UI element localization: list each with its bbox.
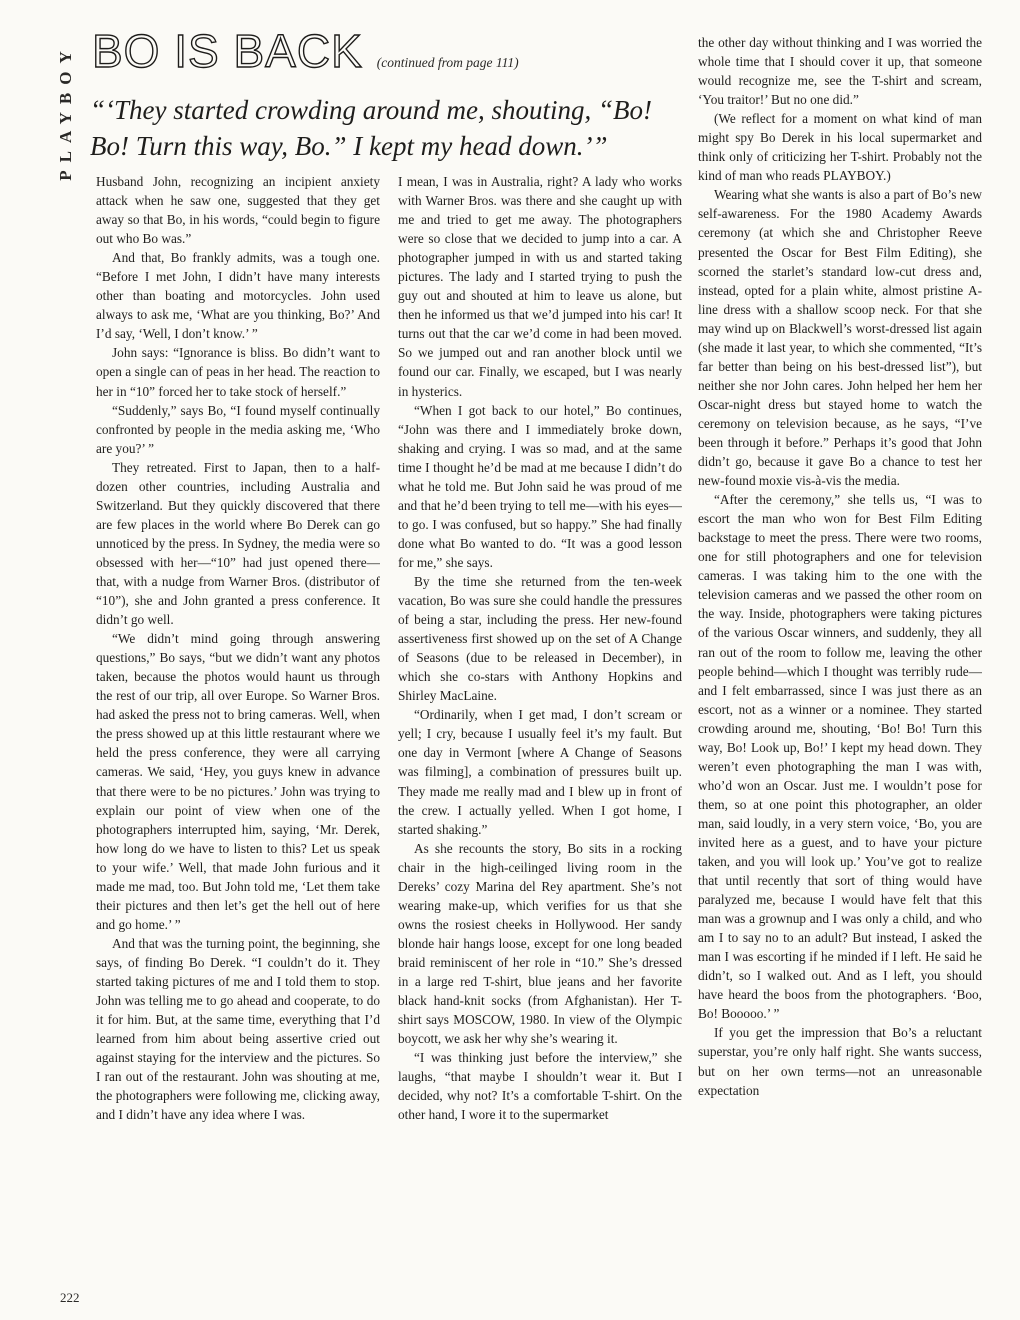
paragraph: As she recounts the story, Bo sits in a rocking chair in the high-ceilinged living room in the Dereks’ cozy Marina del Rey apartment. She’s not wearing make-up, which verifies for us that she owns the rosiest cheeks in Hollywood. Her sandy blonde hair hangs loose, except for one long beaded braid reminiscent of her role in “10.” She’s dressed in a large red T-shirt, blue jeans and her favorite black hand-knit socks (from Afghanistan). Her T-shirt says MOSCOW, 1980. In view of the Olympic boycott, we ask her why she’s wearing it.: [398, 840, 682, 1047]
paragraph: And that, Bo frankly admits, was a tough one. “Before I met John, I didn’t have many interests other than boating and motorcycles. John used always to ask me, ‘What are you thinking, Bo?’ And I’d say, ‘Well, I don’t know.’ ”: [96, 250, 380, 342]
article-title: BO IS BACK: [92, 25, 363, 77]
text-column-1: [96, 172, 380, 1307]
pull-quote: “‘They started crowding around me, shouting, “Bo! Bo! Turn this way, Bo.” I kept my head down.’”: [90, 95, 652, 161]
paragraph: By the time she returned from the ten-week vacation, Bo was sure she could handle the pressures of being a star, including the press. Her new-found assertiveness first showed up on the set of A Change of Seasons (due to be released in December), in which she co-stars with Anthony Hopkins and Shirley MacLaine.: [398, 573, 682, 704]
paragraph: “Suddenly,” says Bo, “I found myself continually confronted by people in the media asking me, ‘Who are you?’ ”: [96, 402, 380, 456]
paragraph: the other day without thinking and I was worried the whole time that I should cover it up, that someone would recognize me, see the T-shirt and scream, ‘You traitor!’ But no one did.”: [698, 35, 982, 108]
continued-note: (continued from page 111): [376, 55, 519, 70]
paragraph: They retreated. First to Japan, then to a half-dozen other countries, including Australia and Switzerland. But they quickly discovered that there are few places in the world where Bo Derek can go unnoticed by the press. In Sydney, the media were so obsessed with her—“10” had just opened there—that, with a nudge from Warner Bros. (distributor of “10”), she and John granted a press conference. It didn’t go well.: [96, 459, 380, 628]
paragraph: I mean, I was in Australia, right? A lady who works with Warner Bros. was there and she caught up with me and tried to get me away. The photographers were so close that we decided to jump into a car. A photographer jumped in with us and started taking pictures. The lady and I started trying to push the guy out and shouted at him to leave us alone, but then he informed us that we’d jumped into his car! It turns out that the car we’d come in had been moved. So we jumped out and ran another block until we found our car. Finally, we escaped, but I was nearly in hysterics.: [398, 174, 682, 399]
headline: [92, 25, 519, 77]
paragraph: If you get the impression that Bo’s a reluctant superstar, you’re only half right. She wants success, but on her own terms—not an unreasonable expectation: [698, 1025, 982, 1098]
paragraph: “Ordinarily, when I get mad, I don’t scream or yell; I cry, because I usually feel it’s my fault. But one day in Vermont [where A Change of Seasons was filming], a combination of pressures built up. They made me really mad and I blew up in front of the crew. I actually yelled. When I got home, I started shaking.”: [398, 707, 682, 837]
paragraph: “I was thinking just before the interview,” she laughs, “that maybe I shouldn’t wear it. But I decided, why not? It’s a comfortable T-shirt. On the other hand, I wore it to the supermarket: [398, 1050, 682, 1123]
magazine-name: PLAYBOY: [56, 43, 75, 181]
paragraph: Husband John, recognizing an incipient anxiety attack when he saw one, suggested that they get away so that Bo, in his words, “could begin to figure out who Bo was.”: [96, 174, 380, 247]
paragraph: “We didn’t mind going through answering questions,” Bo says, “but we didn’t want any photos taken, because the photos would haunt us through the rest of our trip, all over Europe. So Warner Bros. had asked the press not to bring cameras. Well, when the press showed up at this little restaurant where we held the press conference, they were all carrying cameras. We said, ‘Hey, you guys knew in advance that there were to be no pictures.’ John was trying to explain our point of view when one of the photographers interrupted him, saying, ‘Mr. Derek, how long do we have to listen to this? Let us speak to your wife.’ Well, that made John furious and it made me mad, too. But John told me, ‘Let them take their pictures and then let’s get the hell out of here and go home.’ ”: [96, 631, 380, 932]
text-column-3: [698, 33, 982, 1307]
paragraph: (We reflect for a moment on what kind of man might spy Bo Derek in his local supermarket and think only of criticizing her T-shirt. Probably not the kind of man who reads PLAYBOY.): [698, 111, 982, 184]
paragraph: And that was the turning point, the beginning, she says, of finding Bo Derek. “I couldn’t do it. They started taking pictures of me and I told them to stop. John was telling me to go ahead and cooperate, to do it for him. But, at the same time, everything that I’d learned from him about being assertive cried out against staying for the interview and the pictures. So I ran out of the restaurant. John was shouting at me, the photographers were following me, clicking away, and I didn’t have any idea where I was.: [96, 935, 380, 1123]
paragraph: John says: “Ignorance is bliss. Bo didn’t want to open a single can of peas in her head. The reaction to her in “10” forced her to take stock of herself.”: [96, 345, 380, 399]
paragraph: Wearing what she wants is also a part of Bo’s new self-awareness. For the 1980 Academy Awards ceremony (at which she and Christopher Reeve presented the Oscar for Best Film Editing), she scorned the starlet’s standard low-cut dress and, instead, opted for a plain white, almost pristine A-line dress with a shallow scoop neck. For that she may wind up on Blackwell’s worst-dressed list again (she made it last year, to which she commented, “It’s far better than being on his best-dressed list”), but neither she nor John cares. John helped her hem her Oscar-night dress but stayed home to watch the ceremony on television because, as he says, “I’ve been through it before.” Perhaps it’s good that John didn’t go, because it gave Bo a chance to test her new-found moxie vis-à-vis the media.: [698, 187, 982, 489]
magazine-logo: [55, 32, 77, 192]
page-number: 222: [60, 1290, 80, 1305]
text-column-2: [398, 172, 682, 1307]
paragraph: “When I got back to our hotel,” Bo continues, “John was there and I immediately broke down, shaking and crying. I was so mad, and at the same time I thought he’d be mad at me because I didn’t do what he told me. But John said he was proud of me and that he’d been trying to tell me—with his eyes—to go. I was confused, but so happy.” She had finally done what Bo wanted to do. “It was a good lesson for me,” she says.: [398, 402, 682, 570]
paragraph: “After the ceremony,” she tells us, “I was to escort the man who won for Best Film Editing backstage to meet the press. There were two rooms, one for still photographers and one for television cameras. I was taking him to the one with the television cameras and we passed the other room on the way. Inside, photographers were taking pictures of the various Oscar winners, and suddenly, they all ran out of the room to follow me, leaving the other people behind—which I thought was terribly rude—and I felt embarrassed, since I was just there as an escort, not as a winner or a nominee. They started crowding around me, shouting, ‘Bo! Bo! Turn this way, Bo! Look up, Bo!’ I kept my head down. They weren’t even photographing the man I was with, who’d won an Oscar. Just me. I wouldn’t pose for them, so at one point this photographer, an older man, said loudly, in a very stern voice, ‘Bo, you are invited here as a guest, and to have your picture taken, and you will look up.’ You’ve got to realize that until recently that sort of thing would have paralyzed me, because I would have felt that this man was a grownup and I was only a child, and who am I to say no to an adult? But instead, I asked the man I was escorting if he minded if I left. He said he didn’t, so I walked out. And as I left, you should have heard the boos from the photographers. ‘Boo, Bo! Booooo.’ ”: [698, 492, 982, 1022]
